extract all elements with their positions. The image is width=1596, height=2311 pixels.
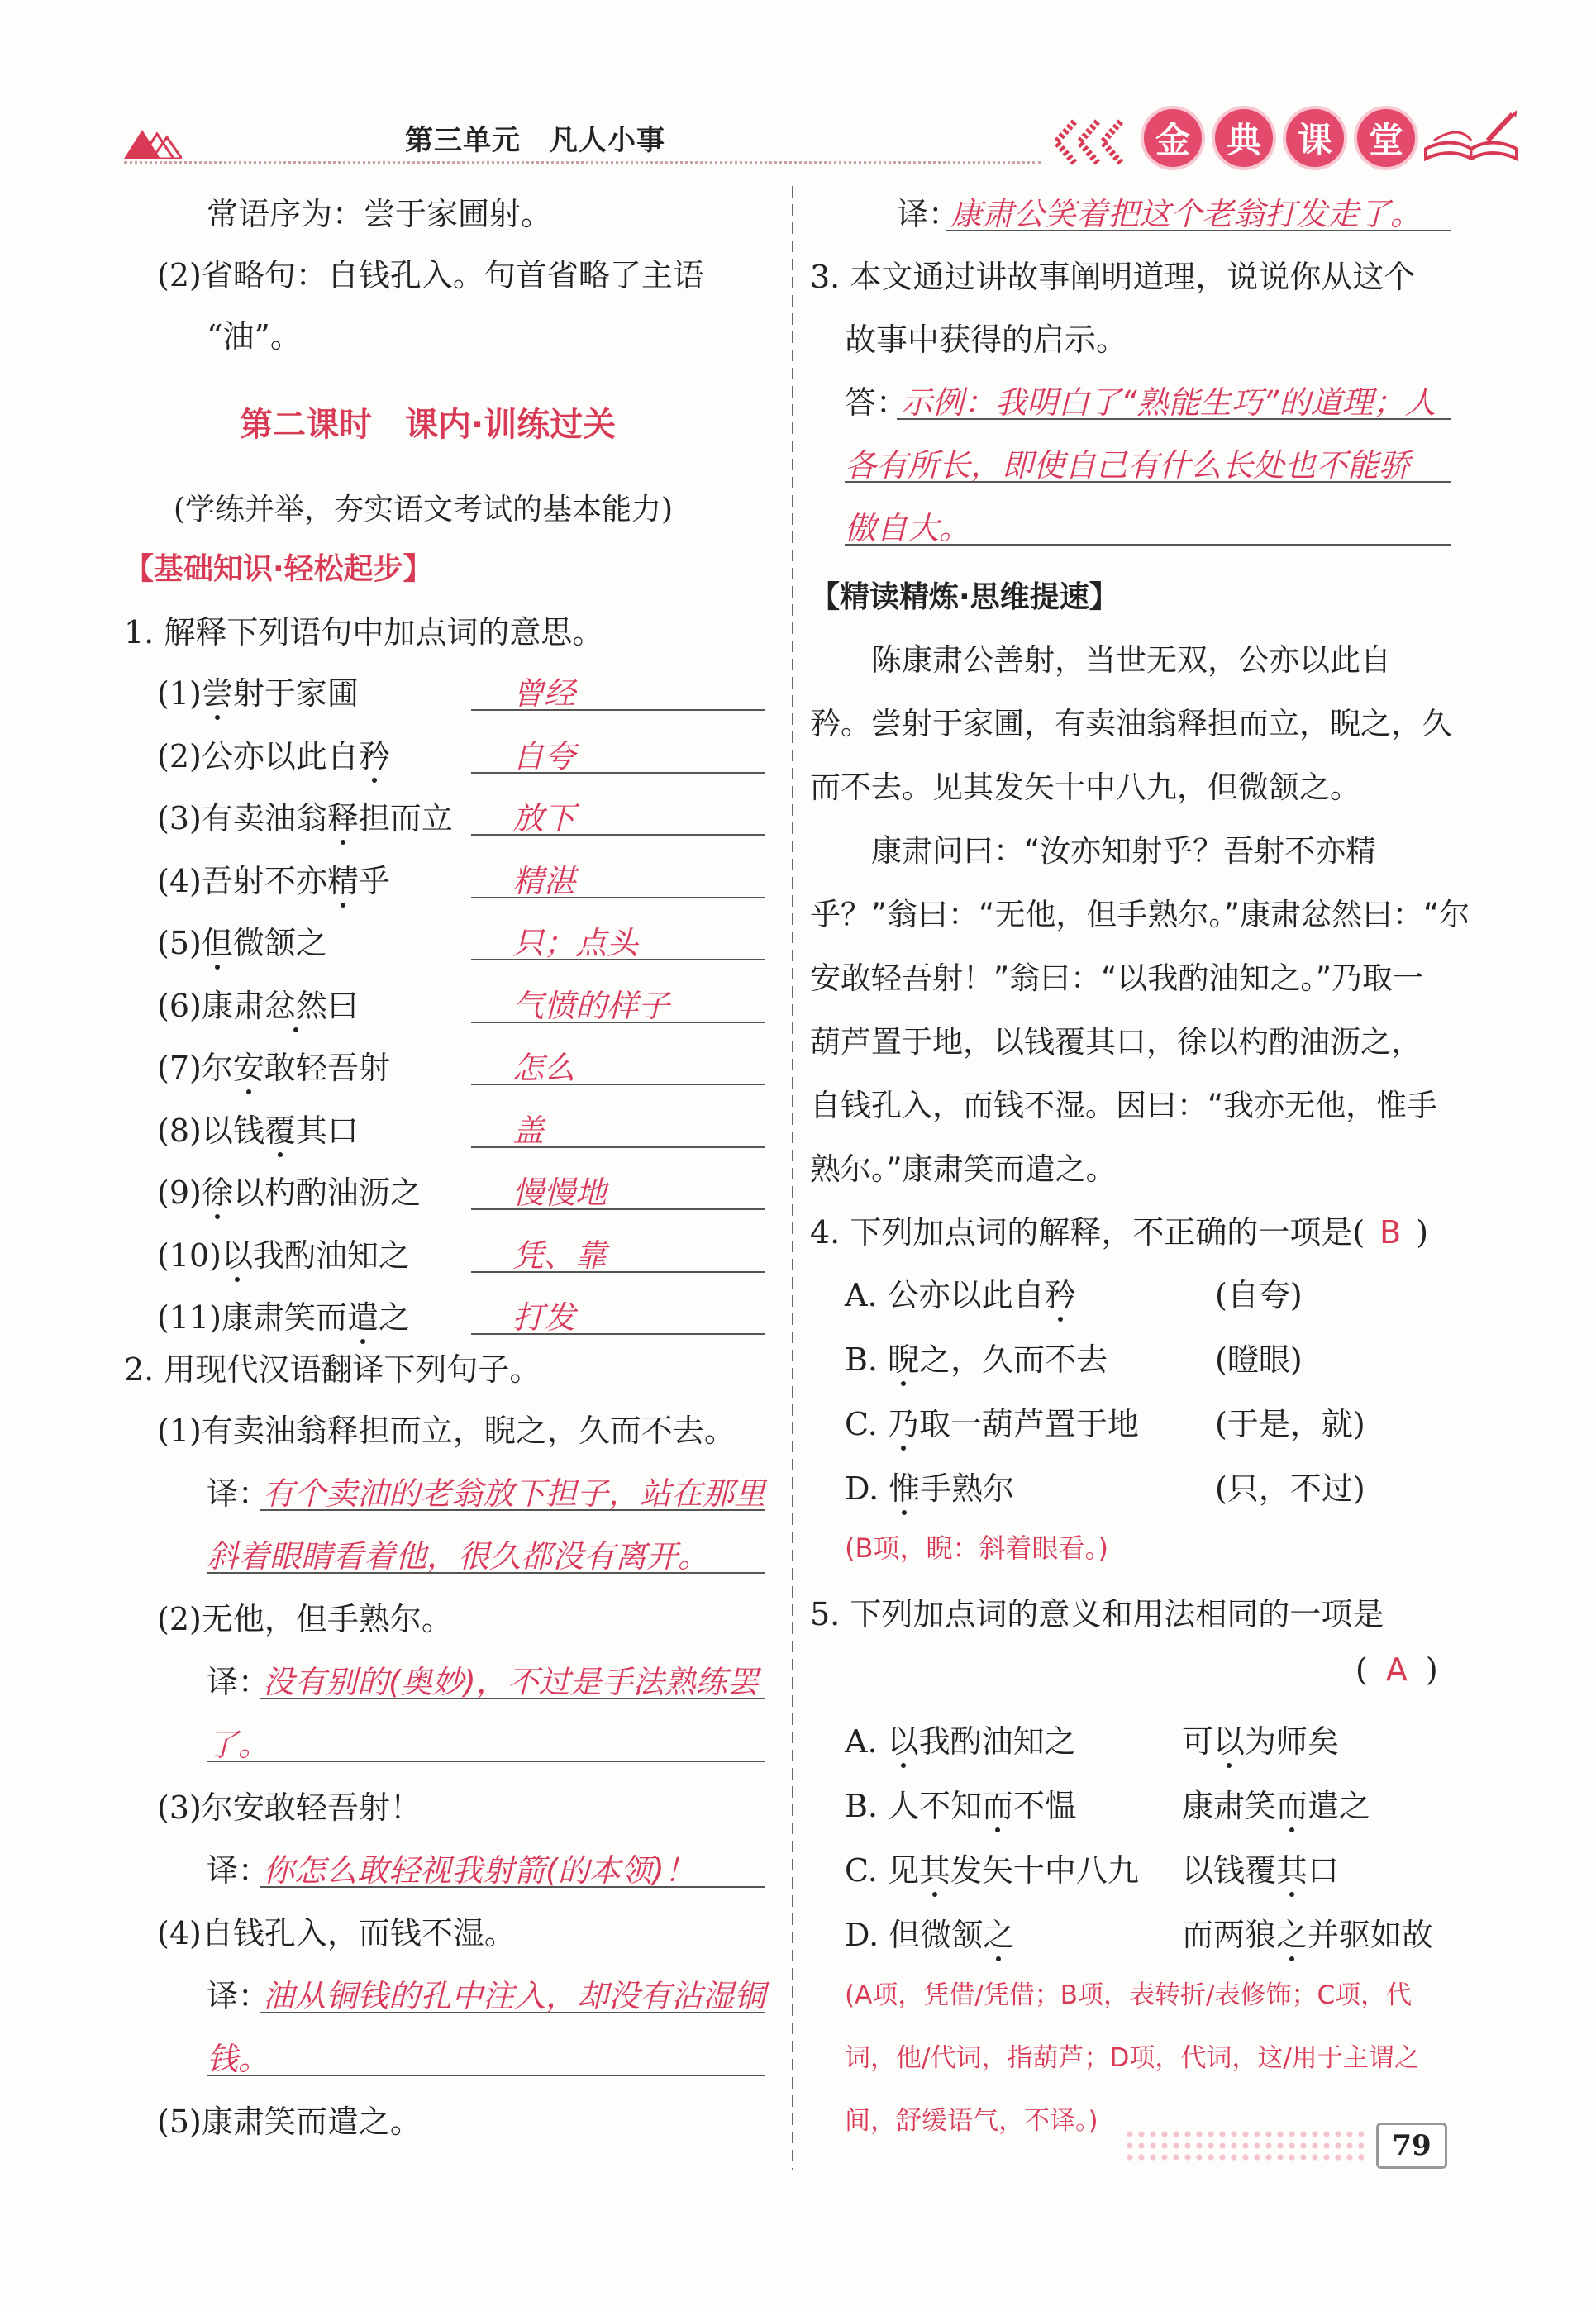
q1-item bbox=[157, 855, 390, 901]
q1-item bbox=[157, 1167, 422, 1213]
question-1: 1. 解释下列语句中加点词的意思。 bbox=[124, 614, 604, 650]
passage-line: 熟尔。”康肃笑而遣之。 bbox=[810, 1151, 1117, 1187]
option-text: D. bbox=[845, 1470, 889, 1507]
dotted-word: 其 bbox=[918, 1852, 950, 1889]
q4-option bbox=[845, 1463, 1014, 1508]
translation-label: 译： bbox=[207, 1475, 270, 1512]
brand-badge: 堂 bbox=[1354, 106, 1418, 170]
answer-text: 钱。 bbox=[207, 2041, 270, 2077]
q2-sentence: (5)康肃笑而遣之。 bbox=[157, 2104, 422, 2140]
answer-text: 没有别的(奥妙)，不过是手法熟练罢 bbox=[263, 1664, 759, 1700]
option-gloss: (瞪眼) bbox=[1215, 1341, 1303, 1378]
passage-line: 葫芦置于地，以钱覆其口，徐以杓酌油沥之， bbox=[810, 1024, 1422, 1060]
dotted-word: 精 bbox=[326, 862, 359, 899]
dotted-word: 睨 bbox=[888, 1341, 920, 1378]
option-text: A. 公亦以此自 bbox=[845, 1277, 1045, 1313]
question-3: 3. 本文通过讲故事阐明道理，说说你从这个 bbox=[810, 259, 1416, 295]
dotted-word: 以 bbox=[1213, 1723, 1246, 1760]
answer-note: (A项，凭借/凭借；B项，表转折/表修饰；C项，代 bbox=[845, 1980, 1413, 2010]
brand-badge: 金 bbox=[1141, 106, 1205, 170]
option-text: 我酌油知之 bbox=[918, 1723, 1076, 1760]
q1-item bbox=[157, 793, 453, 838]
q5-option bbox=[845, 1780, 1076, 1826]
option-gloss: (只，不过) bbox=[1215, 1470, 1365, 1507]
passage-line: 康肃问曰：“汝亦知射乎？吾射不亦精 bbox=[810, 833, 1377, 869]
dotted-word: 而 bbox=[1276, 1788, 1308, 1824]
answer-underline bbox=[471, 1333, 765, 1335]
dotted-word: 但 bbox=[201, 925, 233, 961]
answer-text: 各有所长，即使自己有什么长处也不能骄 bbox=[845, 447, 1411, 484]
answer-choice: A bbox=[1385, 1651, 1408, 1688]
answer-label: 答： bbox=[845, 384, 908, 421]
option-gloss: (于是，就) bbox=[1215, 1406, 1365, 1442]
q1-item bbox=[157, 1042, 390, 1088]
option-text: 发矢十中八九 bbox=[950, 1852, 1139, 1889]
item-number: (9) bbox=[157, 1175, 202, 1211]
answer-underline bbox=[471, 709, 765, 711]
dotted-word: 而 bbox=[982, 1788, 1014, 1824]
answer-underline bbox=[260, 1698, 765, 1699]
dotted-word: 安 bbox=[232, 1050, 264, 1086]
passage-line: 自钱孔入，而钱不湿。因曰：“我亦无他，惟手 bbox=[810, 1088, 1438, 1123]
item-text: 公亦以此自 bbox=[201, 737, 359, 774]
dotted-word: 忿然 bbox=[264, 987, 327, 1024]
brand-badge: 课 bbox=[1283, 106, 1347, 170]
text-line: “油”。 bbox=[207, 318, 302, 355]
option-text: B. 人不知 bbox=[845, 1788, 983, 1824]
question-2: 2. 用现代汉语翻译下列句子。 bbox=[124, 1351, 541, 1388]
answer-underline bbox=[471, 959, 765, 960]
option-text: 而两狼 bbox=[1182, 1917, 1277, 1953]
answer-underline bbox=[845, 481, 1451, 483]
answer-underline bbox=[260, 1509, 765, 1511]
answer-text: 怎么 bbox=[512, 1050, 576, 1086]
answer-underline bbox=[845, 544, 1451, 546]
item-text: 有卖油翁 bbox=[201, 800, 327, 836]
q1-item bbox=[157, 1105, 359, 1151]
item-text: 吾射不亦 bbox=[201, 862, 327, 899]
q2-sentence: (4)自钱孔入，而钱不湿。 bbox=[157, 1915, 516, 1951]
dotted-word: 释 bbox=[326, 800, 359, 836]
answer-underline bbox=[471, 1146, 765, 1148]
dotted-word: 矜 bbox=[1044, 1277, 1076, 1313]
translation-label: 译： bbox=[897, 196, 960, 232]
q1-item bbox=[157, 731, 390, 776]
answer-bracket: ( A ) bbox=[1355, 1651, 1438, 1688]
option-text: 口 bbox=[1308, 1852, 1340, 1889]
lesson-title: 第二课时 课内·训练过关 bbox=[240, 406, 617, 444]
translation-label: 译： bbox=[207, 1978, 270, 2014]
option-text: 并驱如故 bbox=[1308, 1917, 1434, 1953]
item-text: 敢轻吾射 bbox=[264, 1050, 390, 1086]
dots-decoration bbox=[1124, 2128, 1364, 2161]
q2-sentence: (1)有卖油翁释担而立，睨之，久而不去。 bbox=[157, 1413, 736, 1449]
dotted-word: 之 bbox=[983, 1917, 1015, 1953]
dotted-word: 矜 bbox=[358, 737, 390, 774]
item-number: (7) bbox=[157, 1050, 202, 1086]
dotted-word: 以 bbox=[222, 1237, 254, 1274]
option-text: 康肃笑 bbox=[1182, 1788, 1277, 1824]
option-text: C. 见 bbox=[845, 1852, 919, 1889]
item-text: 尔 bbox=[201, 1050, 233, 1086]
answer-note: (B项，睨：斜着眼看。) bbox=[845, 1532, 1108, 1564]
section-heading: 【精读精炼·思维提速】 bbox=[810, 580, 1119, 614]
item-text: 射于家圃 bbox=[232, 675, 359, 712]
page-number: 79 bbox=[1376, 2123, 1447, 2169]
q2-sentence: (3)尔安敢轻吾射！ bbox=[157, 1789, 422, 1826]
lesson-subtitle: (学练并举，夯实语文考试的基本能力) bbox=[174, 493, 674, 527]
answer-text: 打发 bbox=[512, 1299, 576, 1336]
passage-line: 乎？”翁曰：“无他，但手熟尔。”康肃忿然曰：“尔 bbox=[810, 897, 1470, 932]
brand-badge: 典 bbox=[1212, 106, 1276, 170]
q1-item bbox=[157, 980, 359, 1026]
answer-underline bbox=[897, 418, 1451, 420]
answer-text: 气愤的样子 bbox=[512, 987, 670, 1024]
dotted-word: 遣 bbox=[347, 1299, 379, 1336]
answer-underline bbox=[471, 834, 765, 836]
item-text: 微颔之 bbox=[232, 925, 327, 961]
q1-item bbox=[157, 668, 359, 713]
passage-line: 陈康肃公善射，当世无双，公亦以此自 bbox=[810, 642, 1391, 678]
passage-line: 矜。尝射于家圃，有卖油翁释担而立，睨之，久 bbox=[810, 706, 1452, 741]
q5-option-compare bbox=[1182, 1909, 1433, 1955]
option-text: 为师矣 bbox=[1245, 1723, 1340, 1760]
item-number: (2) bbox=[157, 737, 202, 774]
item-text: 曰 bbox=[326, 987, 359, 1024]
column-divider bbox=[789, 186, 796, 2170]
answer-text: 你怎么敢轻视我射箭(的本领)！ bbox=[263, 1852, 696, 1889]
item-number: (6) bbox=[157, 987, 202, 1024]
q5-option-compare bbox=[1182, 1845, 1339, 1890]
option-text: 可 bbox=[1182, 1723, 1214, 1760]
q1-item bbox=[157, 917, 327, 963]
dotted-word: 覆 bbox=[264, 1112, 296, 1149]
dotted-word: 徐 bbox=[201, 1175, 233, 1211]
passage-line: 而不去。见其发矢十中八九，但微颔之。 bbox=[810, 770, 1360, 805]
dotted-word: 其 bbox=[1276, 1852, 1308, 1889]
dotted-word: 惟 bbox=[889, 1470, 921, 1507]
answer-text: 盖 bbox=[512, 1112, 545, 1149]
answer-underline bbox=[471, 1271, 765, 1273]
option-text: 手熟尔 bbox=[920, 1470, 1015, 1507]
item-number: (4) bbox=[157, 862, 202, 899]
section-heading: 【基础知识·轻松起步】 bbox=[124, 552, 433, 586]
item-text: 以杓酌油沥之 bbox=[232, 1175, 422, 1211]
translation-label: 译： bbox=[207, 1664, 270, 1700]
option-text: D. 但微颔 bbox=[845, 1917, 984, 1953]
answer-underline bbox=[471, 1022, 765, 1023]
text-line: (2)省略句：自钱孔入。句首省略了主语 bbox=[157, 257, 704, 293]
answer-text: 精湛 bbox=[512, 862, 576, 899]
item-number: (5) bbox=[157, 925, 202, 961]
q1-item bbox=[157, 1292, 410, 1337]
answer-underline bbox=[471, 1208, 765, 1210]
item-text: 康肃 bbox=[201, 987, 264, 1024]
dotted-word: 以 bbox=[887, 1723, 919, 1760]
q5-option bbox=[845, 1845, 1139, 1890]
triangle-decoration-icon bbox=[124, 126, 182, 159]
answer-choice: B bbox=[1379, 1214, 1402, 1251]
dotted-word: 尝 bbox=[201, 675, 233, 712]
answer-text: 傲自大。 bbox=[845, 510, 971, 546]
item-text: 乎 bbox=[358, 862, 390, 899]
answer-text: 示例：我明白了“熟能生巧”的道理；人 bbox=[901, 384, 1436, 421]
answer-note: 间，舒缓语气，不译。) bbox=[845, 2106, 1098, 2136]
q2-sentence: (2)无他，但手熟尔。 bbox=[157, 1601, 453, 1637]
q5-option bbox=[845, 1716, 1076, 1761]
answer-text: 康肃公笑着把这个老翁打发走了。 bbox=[950, 196, 1422, 232]
brand-badges bbox=[1141, 106, 1418, 170]
q5-option bbox=[845, 1909, 1014, 1955]
option-gloss: (自夸) bbox=[1215, 1277, 1303, 1313]
answer-text: 有个卖油的老翁放下担子，站在那里 bbox=[263, 1475, 766, 1512]
q4-option bbox=[845, 1270, 1076, 1315]
question-4: 4. 下列加点词的解释，不正确的一项是( B ) bbox=[810, 1214, 1429, 1251]
answer-text: 自夸 bbox=[512, 737, 576, 774]
item-text: 之 bbox=[379, 1299, 411, 1336]
text-line: 常语序为：尝于家圃射。 bbox=[207, 196, 553, 232]
option-text: 遣之 bbox=[1308, 1788, 1371, 1824]
answer-underline bbox=[207, 1572, 765, 1574]
item-number: (1) bbox=[157, 675, 202, 712]
q1-item bbox=[157, 1230, 410, 1275]
answer-text: 只；点头 bbox=[512, 925, 639, 961]
dotted-word: 乃 bbox=[887, 1406, 919, 1442]
item-text: 我酌油知之 bbox=[253, 1237, 411, 1274]
q5-option-compare bbox=[1182, 1716, 1339, 1761]
q4-option bbox=[845, 1334, 1108, 1379]
answer-underline bbox=[207, 1761, 765, 1762]
item-number: (11) bbox=[157, 1299, 222, 1336]
question-5: 5. 下列加点词的意义和用法相同的一项是 bbox=[810, 1596, 1384, 1632]
header-divider bbox=[124, 161, 1041, 164]
answer-underline bbox=[471, 1084, 765, 1085]
chevrons-left-icon bbox=[1050, 117, 1132, 167]
answer-underline bbox=[471, 897, 765, 898]
item-number: (3) bbox=[157, 800, 202, 836]
answer-text: 慢慢地 bbox=[512, 1175, 607, 1211]
passage-line: 安敢轻吾射！”翁曰：“以我酌油知之。”乃取一 bbox=[810, 960, 1424, 996]
option-text: 之，久而不去 bbox=[919, 1341, 1108, 1378]
answer-underline bbox=[946, 230, 1451, 231]
answer-underline bbox=[260, 1886, 765, 1888]
answer-underline bbox=[260, 2012, 765, 2013]
item-text: 以钱 bbox=[201, 1112, 264, 1149]
translation-label: 译： bbox=[207, 1852, 270, 1889]
answer-underline bbox=[207, 2075, 765, 2076]
item-text: 康肃笑而 bbox=[222, 1299, 348, 1336]
book-pencil-icon bbox=[1422, 107, 1521, 165]
answer-text: 斜着眼睛看着他，很久都没有离开。 bbox=[207, 1538, 710, 1575]
option-text: 以钱覆 bbox=[1182, 1852, 1277, 1889]
page-header bbox=[124, 99, 1521, 174]
answer-text: 了。 bbox=[207, 1727, 270, 1763]
answer-text: 放下 bbox=[512, 800, 576, 836]
option-text: B. bbox=[845, 1341, 889, 1378]
unit-title: 第三单元 凡人小事 bbox=[405, 124, 665, 157]
q4-option bbox=[845, 1399, 1139, 1444]
option-text: C. bbox=[845, 1406, 888, 1442]
option-text: 取一葫芦置于地 bbox=[918, 1406, 1139, 1442]
answer-text: 凭、靠 bbox=[512, 1237, 607, 1274]
q5-option-compare bbox=[1182, 1780, 1370, 1826]
item-text: 其口 bbox=[295, 1112, 359, 1149]
answer-note: 词，他/代词，指葫芦；D项，代词，这/用于主谓之 bbox=[845, 2043, 1420, 2073]
option-text: A. bbox=[845, 1723, 888, 1760]
answer-underline bbox=[471, 772, 765, 774]
item-number: (10) bbox=[157, 1237, 222, 1274]
answer-text: 油从铜钱的孔中注入，却没有沾湿铜 bbox=[263, 1978, 766, 2014]
item-text: 担而立 bbox=[358, 800, 453, 836]
option-text: 不愠 bbox=[1013, 1788, 1077, 1824]
question-3: 故事中获得的启示。 bbox=[845, 322, 1128, 358]
dotted-word: 之 bbox=[1276, 1917, 1308, 1953]
answer-text: 曾经 bbox=[512, 675, 576, 712]
item-number: (8) bbox=[157, 1112, 202, 1149]
